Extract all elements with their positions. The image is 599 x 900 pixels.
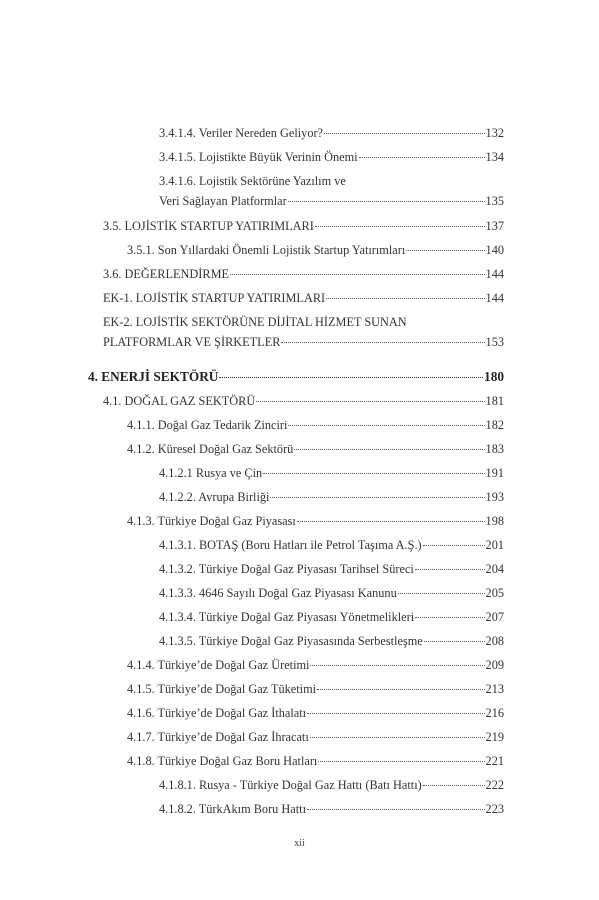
toc-entry-page: 144 [485,291,504,305]
toc-entry-page: 204 [485,562,504,576]
toc-entry-page: 153 [485,335,504,349]
dot-leader [263,473,484,474]
dot-leader [318,761,484,762]
dot-leader [324,133,485,134]
toc-entry-page: 216 [485,706,504,720]
toc-entry[interactable] [159,799,504,819]
toc-entry[interactable] [127,703,504,723]
dot-leader [230,274,485,275]
toc-entry-label: 4.1.2. Küresel Doğal Gaz Sektörü [127,442,294,456]
toc-entry-label-continued: PLATFORMLAR VE ŞİRKETLER [103,335,281,349]
toc-entry-label: 4.1.5. Türkiye’de Doğal Gaz Tüketimi [127,682,317,696]
dot-leader [288,201,485,202]
toc-entry[interactable] [159,463,504,483]
toc-entry[interactable] [103,264,504,284]
toc-entry-page: 208 [485,634,504,648]
dot-leader [415,569,485,570]
toc-entry-label: EK-2. LOJİSTİK SEKTÖRÜNE DİJİTAL HİZMET SUNAN [103,315,407,329]
toc-entry-label: 3.6. DEĞERLENDİRME [103,267,230,281]
toc-entry-page: 191 [485,466,504,480]
dot-leader [288,425,484,426]
toc-entry[interactable] [127,655,504,675]
dot-leader [424,641,485,642]
toc-entry[interactable] [103,288,504,308]
toc-entry[interactable] [127,511,504,531]
toc-entry-label: EK-1. LOJİSTİK STARTUP YATIRIMLARI [103,291,326,305]
toc-entry[interactable] [103,216,504,236]
toc-entry-page: 137 [485,219,504,233]
dot-leader [281,342,484,343]
toc-entry-label: 4.1.2.1 Rusya ve Çin [159,466,263,480]
dot-leader [307,809,485,810]
toc-entry-label-continued: Veri Sağlayan Platformlar [159,194,287,208]
dot-leader [315,226,485,227]
toc-entry[interactable] [127,679,504,699]
toc-entry-label: 4. ENERJİ SEKTÖRÜ [88,369,219,384]
toc-entry-page: 198 [485,514,504,528]
toc-entry-page: 140 [485,243,504,257]
dot-leader [219,377,483,378]
toc-entry-page: 209 [485,658,504,672]
toc-entry-label: 4.1.6. Türkiye’de Doğal Gaz İthalatı [127,706,307,720]
toc-entry[interactable] [159,631,504,651]
toc-entry-label: 4.1.3.3. 4646 Sayılı Doğal Gaz Piyasası Kanunu [159,586,397,600]
dot-leader [310,737,485,738]
toc-entry[interactable] [127,240,504,260]
dot-leader [398,593,485,594]
toc-entry-label: 4.1.3.4. Türkiye Doğal Gaz Piyasası Yönetmelikleri [159,610,415,624]
toc-entry-page: 180 [484,369,504,384]
dot-leader [307,713,485,714]
toc-entry-page: 144 [485,267,504,281]
toc-entry-label: 3.4.1.5. Lojistikte Büyük Verinin Önemi [159,150,358,164]
toc-entry[interactable] [159,583,504,603]
toc-entry[interactable] [159,123,504,143]
dot-leader [256,401,484,402]
toc-entry[interactable] [127,727,504,747]
dot-leader [310,665,484,666]
toc-entry-page: 181 [485,394,504,408]
toc-entry-page: 132 [485,126,504,140]
dot-leader [326,298,484,299]
dot-leader [294,449,484,450]
toc-entry-label: 4.1.3.1. BOTAŞ (Boru Hatları ile Petrol Taşıma A.Ş.) [159,538,422,552]
toc-entry-page: 219 [485,730,504,744]
toc-entry-page: 205 [485,586,504,600]
toc-entry-page: 213 [485,682,504,696]
toc-chapter-entry[interactable] [88,367,504,387]
toc-entry-page: 223 [485,802,504,816]
toc-entry-label: 3.4.1.4. Veriler Nereden Geliyor? [159,126,324,140]
toc-entry[interactable] [103,312,504,352]
page-number: xii [294,838,305,849]
toc-entry[interactable] [159,559,504,579]
toc-entry[interactable] [159,487,504,507]
toc-entry-label: 4.1.7. Türkiye’de Doğal Gaz İhracatı [127,730,309,744]
toc-entry-label: 4.1.4. Türkiye’de Doğal Gaz Üretimi [127,658,310,672]
toc-entry-page: 183 [485,442,504,456]
toc-entry-page: 221 [485,754,504,768]
dot-leader [423,785,485,786]
toc-entry[interactable] [159,775,504,795]
toc-entry-page: 134 [485,150,504,164]
toc-entry-label: 3.5.1. Son Yıllardaki Önemli Lojistik Startup Yatırımları [127,243,406,257]
dot-leader [423,545,485,546]
toc-entry-label: 3.4.1.6. Lojistik Sektörüne Yazılım ve [159,174,346,188]
dot-leader [297,521,485,522]
toc-entry-label: 4.1.8. Türkiye Doğal Gaz Boru Hatları [127,754,318,768]
toc-entry-page: 182 [485,418,504,432]
toc-entry-page: 207 [485,610,504,624]
toc-entry-page: 193 [485,490,504,504]
toc-entry[interactable] [159,607,504,627]
toc-entry-label: 4.1. DOĞAL GAZ SEKTÖRÜ [103,394,256,408]
dot-leader [270,497,484,498]
dot-leader [317,689,484,690]
toc-entry-page: 222 [485,778,504,792]
toc-entry-label: 4.1.2.2. Avrupa Birliği [159,490,270,504]
toc-entry[interactable] [127,751,504,771]
toc-entry[interactable] [159,147,504,167]
toc-entry-page: 135 [485,194,504,208]
toc-entry-label: 4.1.1. Doğal Gaz Tedarik Zinciri [127,418,288,432]
toc-entry-label: 4.1.3.5. Türkiye Doğal Gaz Piyasasında Serbestleşme [159,634,423,648]
dot-leader [359,157,485,158]
dot-leader [406,250,484,251]
toc-entry-label: 3.5. LOJİSTİK STARTUP YATIRIMLARI [103,219,314,233]
toc-entry-label: 4.1.3. Türkiye Doğal Gaz Piyasası [127,514,296,528]
toc-entry-label: 4.1.8.1. Rusya - Türkiye Doğal Gaz Hattı (Batı Hattı) [159,778,422,792]
toc-entry-label: 4.1.3.2. Türkiye Doğal Gaz Piyasası Tarihsel Süreci [159,562,414,576]
toc-entry[interactable] [159,535,504,555]
toc-entry[interactable] [103,391,504,411]
toc-entry[interactable] [127,415,504,435]
dot-leader [415,617,484,618]
toc-entry[interactable] [159,171,504,211]
toc-entry[interactable] [127,439,504,459]
toc-entry-page: 201 [485,538,504,552]
toc-entry-label: 4.1.8.2. TürkAkım Boru Hattı [159,802,306,816]
